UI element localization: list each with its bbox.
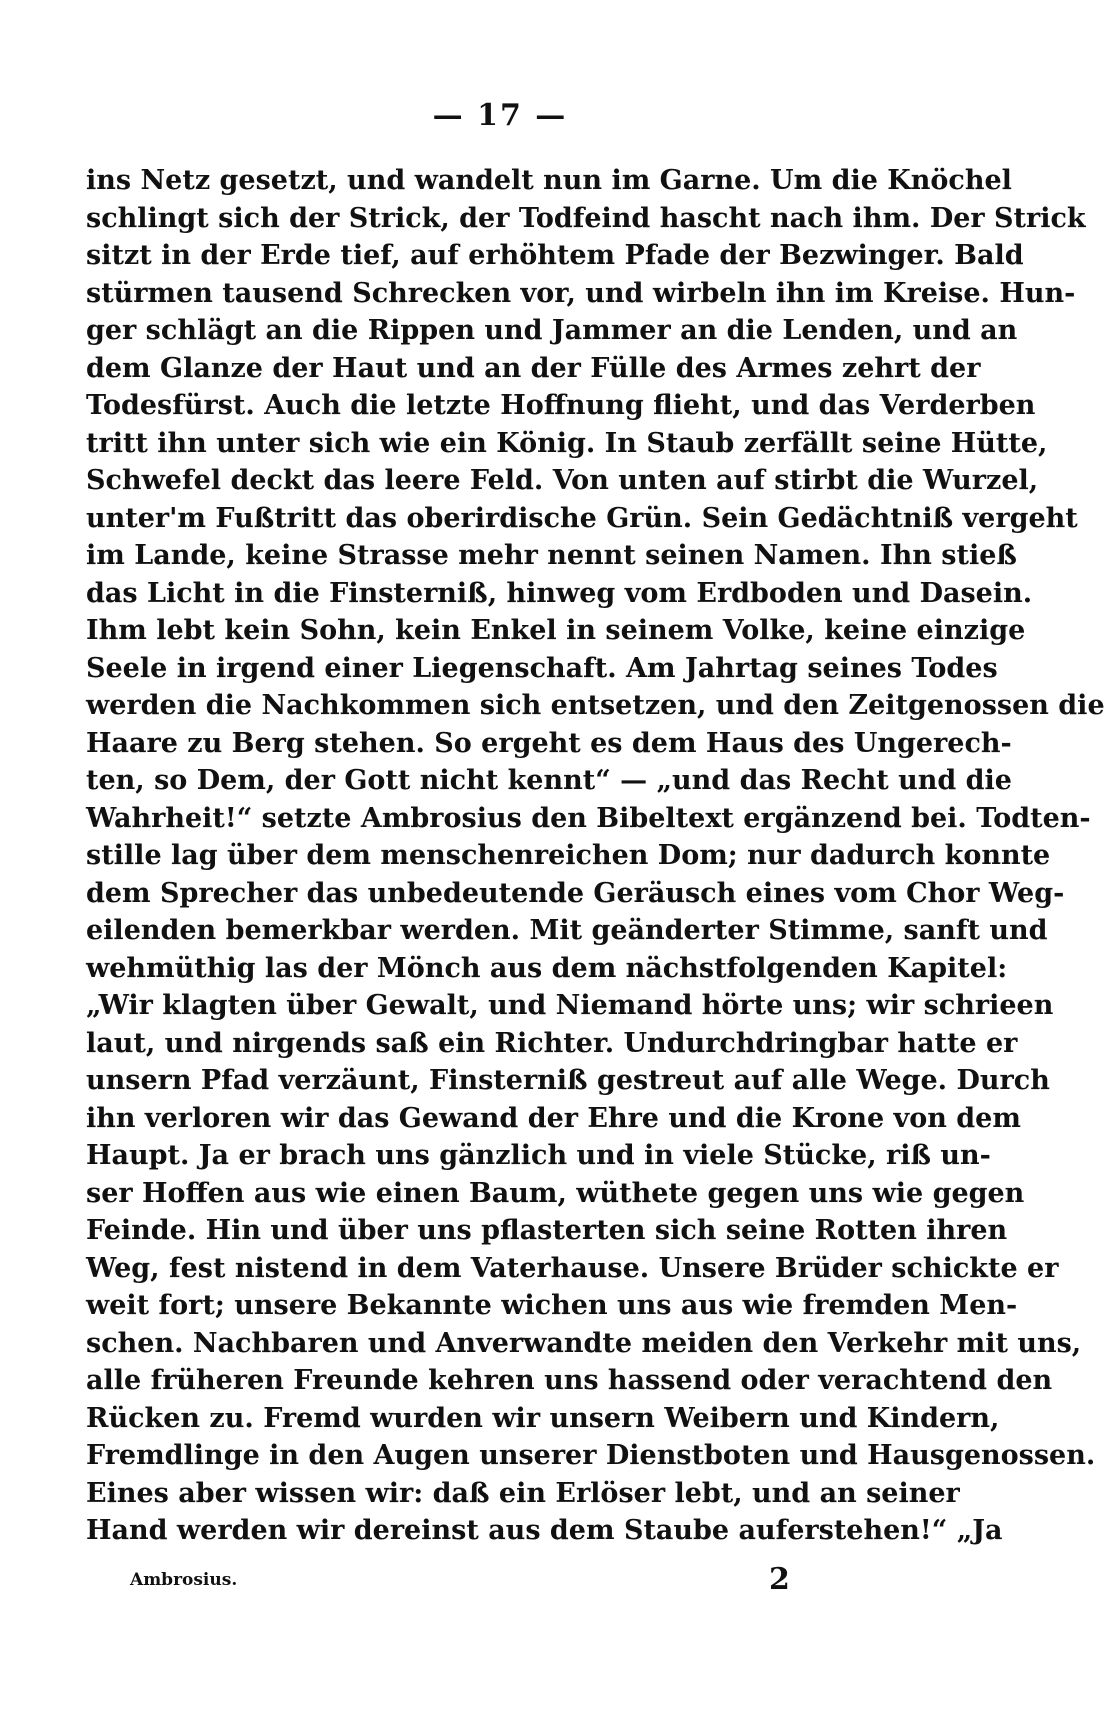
text-line: Ihm lebt kein Sohn, kein Enkel in seinem Volke, keine einzige <box>86 615 1026 646</box>
text-line: Seele in irgend einer Liegenschaft. Am Jahrtag seines Todes <box>86 652 998 684</box>
text-line: Haupt. Ja er brach uns gänzlich und in viele Stücke, riß un- <box>86 1140 991 1171</box>
text-line: dem Sprecher das unbedeutende Geräusch eines vom Chor Weg- <box>86 877 1065 909</box>
text-line: dem Glanze der Haut und an der Fülle des Armes zehrt der <box>86 352 981 384</box>
signature-mark: Ambrosius. <box>130 1570 238 1590</box>
text-line: Feinde. Hin und über uns pflasterten sich seine Rotten ihren <box>86 1215 1008 1246</box>
text-line: das Licht in die Finsterniß, hinweg vom Erdboden und Dasein. <box>86 577 1033 609</box>
text-line: werden die Nachkommen sich entsetzen, und den Zeitgenossen die <box>86 690 1105 721</box>
text-line: alle früheren Freunde kehren uns hassend oder verachtend den <box>86 1365 1053 1396</box>
text-line: ger schlägt an die Rippen und Jammer an die Lenden, und an <box>86 315 1018 346</box>
text-line: Haare zu Berg stehen. So ergeht es dem Haus des Ungerech- <box>86 727 1012 759</box>
text-line: Eines aber wissen wir: daß ein Erlöser lebt, und an seiner <box>86 1477 960 1509</box>
text-line: laut, und nirgends saß ein Richter. Undurchdringbar hatte er <box>86 1027 1018 1059</box>
text-line: im Lande, keine Strasse mehr nennt seinen Namen. Ihn stieß <box>86 540 1017 571</box>
text-line: unsern Pfad verzäunt, Finsterniß gestreut auf alle Wege. Durch <box>86 1065 1050 1096</box>
text-line: wehmüthig las der Mönch aus dem nächstfolgenden Kapitel: <box>86 952 1008 984</box>
text-line: Schwefel deckt das leere Feld. Von unten auf stirbt die Wurzel, <box>86 465 1039 496</box>
text-line: stürmen tausend Schrecken vor, und wirbeln ihn im Kreise. Hun- <box>86 277 1076 309</box>
text-line: ser Hoffen aus wie einen Baum, wüthete gegen uns wie gegen <box>86 1177 1025 1209</box>
text-line: ten, so Dem, der Gott nicht kennt“ — „und das Recht und die <box>86 765 1012 796</box>
page-number: — 17 — <box>432 98 568 133</box>
text-line: stille lag über dem menschenreichen Dom; nur dadurch konnte <box>86 840 1051 871</box>
text-line: tritt ihn unter sich wie ein König. In Staub zerfällt seine Hütte, <box>86 427 1048 459</box>
text-line: unter'm Fußtritt das oberirdische Grün. Sein Gedächtniß vergeht <box>86 502 1078 534</box>
text-line: Todesfürst. Auch die letzte Hoffnung flieht, und das Verderben <box>86 390 1036 421</box>
text-line: ihn verloren wir das Gewand der Ehre und die Krone von dem <box>86 1102 1021 1134</box>
text-line: schen. Nachbaren und Anverwandte meiden den Verkehr mit uns, <box>86 1327 1082 1359</box>
text-line: Wahrheit!“ setzte Ambrosius den Bibeltext ergänzend bei. Todten- <box>86 802 1091 834</box>
text-line: eilenden bemerkbar werden. Mit geänderter Stimme, sanft und <box>86 915 1048 946</box>
text-line: „Wir klagten über Gewalt, und Niemand hörte uns; wir schrieen <box>86 990 1054 1021</box>
text-line: weit fort; unsere Bekannte wichen uns aus wie fremden Men- <box>86 1290 1018 1321</box>
text-line: ins Netz gesetzt, und wandelt nun im Garne. Um die Knöchel <box>86 165 1012 196</box>
text-line: Hand werden wir dereinst aus dem Staube auferstehen!“ „Ja <box>86 1515 1003 1546</box>
text-line: sitzt in der Erde tief, auf erhöhtem Pfade der Bezwinger. Bald <box>86 240 1024 271</box>
text-line: Weg, fest nistend in dem Vaterhause. Unsere Brüder schickte er <box>86 1252 1059 1284</box>
text-line: schlingt sich der Strick, der Todfeind hascht nach ihm. Der Strick <box>86 202 1086 234</box>
text-line: Rücken zu. Fremd wurden wir unsern Weibern und Kindern, <box>86 1402 1000 1434</box>
sheet-number: 2 <box>769 1562 790 1597</box>
text-line: Fremdlinge in den Augen unserer Dienstboten und Hausgenossen. <box>86 1440 1096 1471</box>
body-text <box>86 162 1105 1550</box>
page-footer <box>86 1562 931 1602</box>
